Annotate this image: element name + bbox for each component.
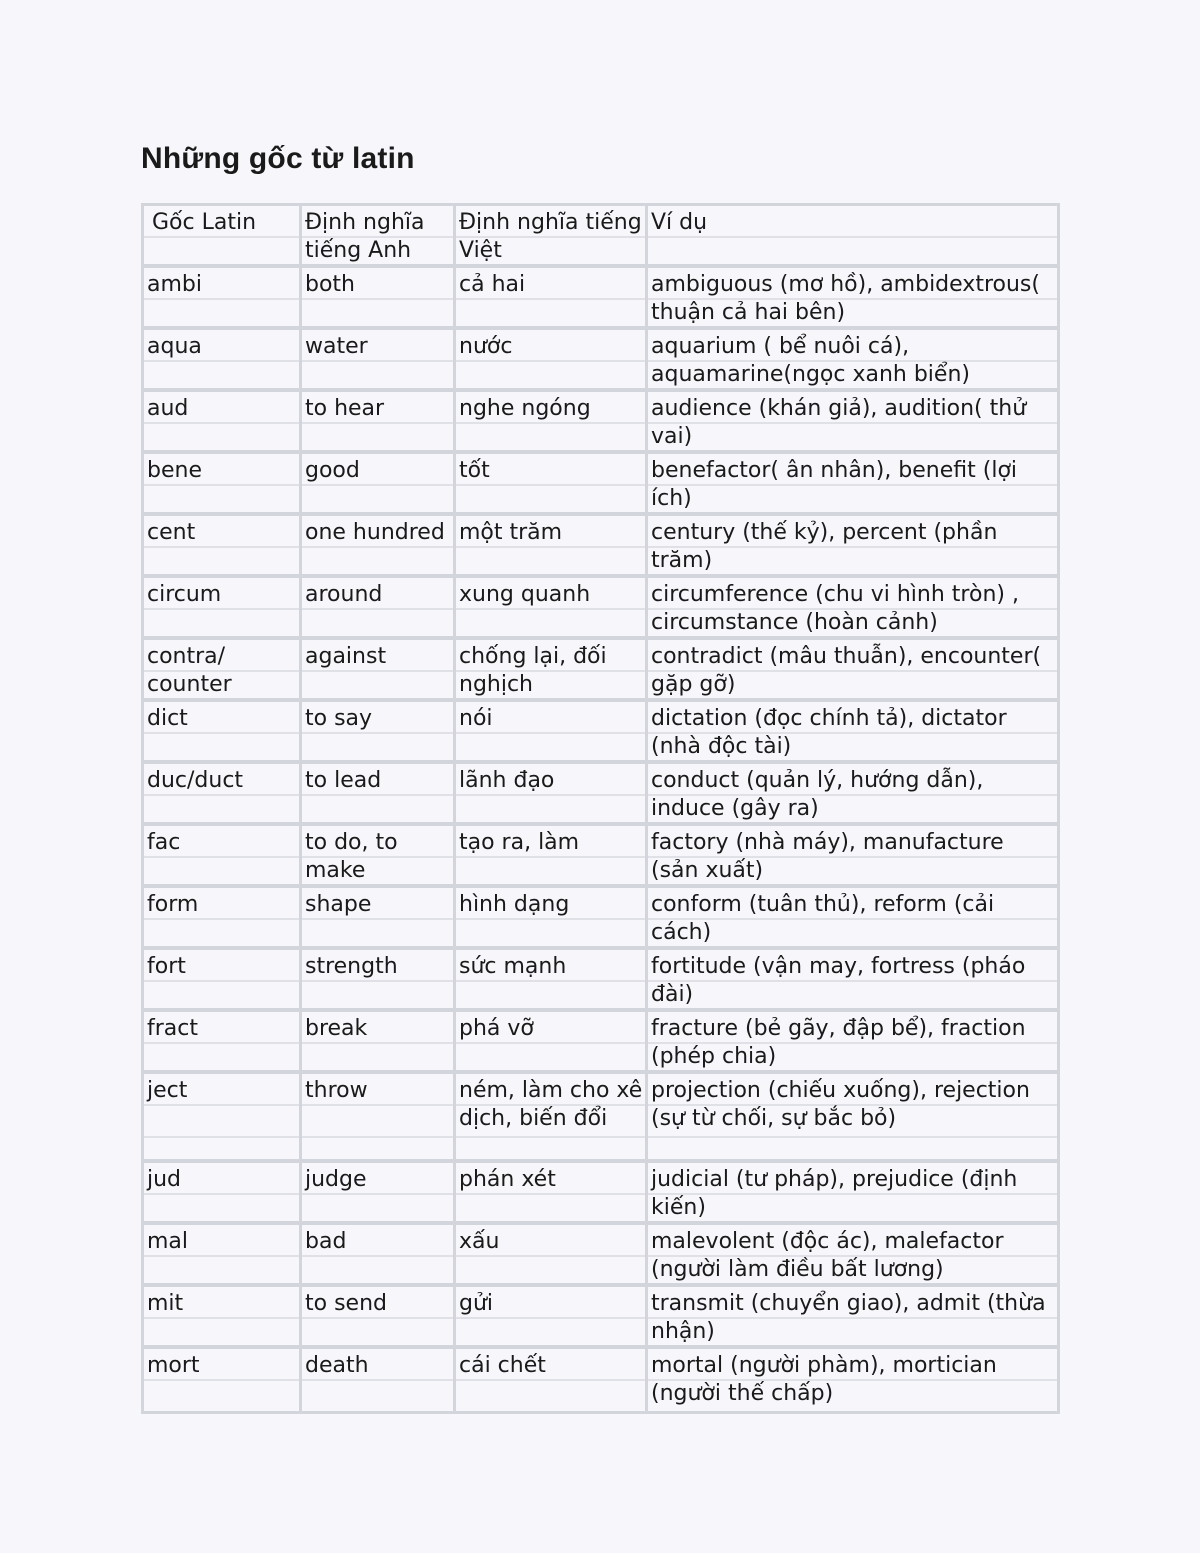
cell-vietnamese-definition: cả hai: [456, 268, 648, 330]
cell-latin-root: mort: [144, 1349, 302, 1411]
cell-example: factory (nhà máy), manufacture (sản xuất): [648, 826, 1057, 888]
table-row: [144, 330, 1057, 392]
cell-english-definition: good: [302, 454, 456, 516]
table-row: [144, 268, 1057, 330]
table-row: [144, 950, 1057, 1012]
cell-latin-root: fort: [144, 950, 302, 1012]
cell-vietnamese-definition: sức mạnh: [456, 950, 648, 1012]
cell-vietnamese-definition: hình dạng: [456, 888, 648, 950]
cell-example: dictation (đọc chính tả), dictator (nhà độc tài): [648, 702, 1057, 764]
cell-vietnamese-definition: phán xét: [456, 1163, 648, 1225]
table-row: [144, 1012, 1057, 1074]
table-row: [144, 516, 1057, 578]
cell-example: benefactor( ân nhân), benefit (lợi ích): [648, 454, 1057, 516]
cell-example: fracture (bẻ gãy, đập bể), fraction (phép chia): [648, 1012, 1057, 1074]
cell-latin-root: aqua: [144, 330, 302, 392]
cell-vietnamese-definition: nghe ngóng: [456, 392, 648, 454]
cell-vietnamese-definition: chống lại, đối nghịch: [456, 640, 648, 702]
header-cell-example: Ví dụ: [648, 206, 1057, 268]
cell-english-definition: to send: [302, 1287, 456, 1349]
cell-english-definition: shape: [302, 888, 456, 950]
table-row: [144, 640, 1057, 702]
cell-vietnamese-definition: một trăm: [456, 516, 648, 578]
cell-latin-root: dict: [144, 702, 302, 764]
cell-latin-root: form: [144, 888, 302, 950]
cell-vietnamese-definition: tạo ra, làm: [456, 826, 648, 888]
table-header-row: [144, 206, 1057, 268]
cell-example: ambiguous (mơ hồ), ambidextrous( thuận cả hai bên): [648, 268, 1057, 330]
cell-english-definition: around: [302, 578, 456, 640]
cell-vietnamese-definition: ném, làm cho xê dịch, biến đổi: [456, 1074, 648, 1163]
cell-example: mortal (người phàm), mortician (người thế chấp): [648, 1349, 1057, 1411]
table-row: [144, 1349, 1057, 1411]
cell-english-definition: against: [302, 640, 456, 702]
cell-latin-root: duc/duct: [144, 764, 302, 826]
cell-example: contradict (mâu thuẫn), encounter( gặp gỡ): [648, 640, 1057, 702]
cell-english-definition: water: [302, 330, 456, 392]
table-row: [144, 1287, 1057, 1349]
cell-english-definition: one hundred: [302, 516, 456, 578]
cell-vietnamese-definition: phá vỡ: [456, 1012, 648, 1074]
page-title: Những gốc từ latin: [141, 142, 415, 175]
cell-example: circumference (chu vi hình tròn) , circumstance (hoàn cảnh): [648, 578, 1057, 640]
latin-roots-table: [141, 203, 1060, 1414]
cell-example: fortitude (vận may, fortress (pháo đài): [648, 950, 1057, 1012]
table-row: [144, 1163, 1057, 1225]
cell-example: projection (chiếu xuống), rejection (sự từ chối, sự bắc bỏ): [648, 1074, 1057, 1163]
cell-english-definition: bad: [302, 1225, 456, 1287]
cell-latin-root: aud: [144, 392, 302, 454]
header-cell-latin-root: Gốc Latin: [144, 206, 302, 268]
cell-vietnamese-definition: gửi: [456, 1287, 648, 1349]
header-cell-english-definition: Định nghĩa tiếng Anh: [302, 206, 456, 268]
cell-latin-root: contra/ counter: [144, 640, 302, 702]
cell-latin-root: ambi: [144, 268, 302, 330]
cell-english-definition: break: [302, 1012, 456, 1074]
cell-example: transmit (chuyển giao), admit (thừa nhận): [648, 1287, 1057, 1349]
cell-english-definition: to hear: [302, 392, 456, 454]
table-row: [144, 392, 1057, 454]
cell-vietnamese-definition: lãnh đạo: [456, 764, 648, 826]
cell-example: century (thế kỷ), percent (phần trăm): [648, 516, 1057, 578]
cell-english-definition: strength: [302, 950, 456, 1012]
table-row: [144, 888, 1057, 950]
table-body: [144, 206, 1057, 1411]
cell-example: malevolent (độc ác), malefactor (người làm điều bất lương): [648, 1225, 1057, 1287]
table-row: [144, 1225, 1057, 1287]
table-row: [144, 826, 1057, 888]
table-row: [144, 578, 1057, 640]
cell-example: aquarium ( bể nuôi cá), aquamarine(ngọc xanh biển): [648, 330, 1057, 392]
table-row: [144, 1074, 1057, 1163]
cell-english-definition: to say: [302, 702, 456, 764]
cell-latin-root: mit: [144, 1287, 302, 1349]
cell-example: judicial (tư pháp), prejudice (định kiến): [648, 1163, 1057, 1225]
cell-english-definition: death: [302, 1349, 456, 1411]
cell-vietnamese-definition: nước: [456, 330, 648, 392]
table-row: [144, 764, 1057, 826]
cell-latin-root: ject: [144, 1074, 302, 1163]
cell-english-definition: judge: [302, 1163, 456, 1225]
cell-latin-root: jud: [144, 1163, 302, 1225]
table-row: [144, 702, 1057, 764]
cell-vietnamese-definition: nói: [456, 702, 648, 764]
cell-vietnamese-definition: xấu: [456, 1225, 648, 1287]
cell-example: conform (tuân thủ), reform (cải cách): [648, 888, 1057, 950]
cell-example: audience (khán giả), audition( thử vai): [648, 392, 1057, 454]
cell-latin-root: mal: [144, 1225, 302, 1287]
cell-latin-root: cent: [144, 516, 302, 578]
cell-latin-root: fac: [144, 826, 302, 888]
cell-latin-root: bene: [144, 454, 302, 516]
cell-latin-root: circum: [144, 578, 302, 640]
cell-vietnamese-definition: tốt: [456, 454, 648, 516]
cell-english-definition: throw: [302, 1074, 456, 1163]
cell-english-definition: both: [302, 268, 456, 330]
cell-latin-root: fract: [144, 1012, 302, 1074]
cell-vietnamese-definition: xung quanh: [456, 578, 648, 640]
header-cell-vietnamese-definition: Định nghĩa tiếng Việt: [456, 206, 648, 268]
cell-english-definition: to do, to make: [302, 826, 456, 888]
cell-english-definition: to lead: [302, 764, 456, 826]
cell-example: conduct (quản lý, hướng dẫn), induce (gây ra): [648, 764, 1057, 826]
table-row: [144, 454, 1057, 516]
cell-vietnamese-definition: cái chết: [456, 1349, 648, 1411]
